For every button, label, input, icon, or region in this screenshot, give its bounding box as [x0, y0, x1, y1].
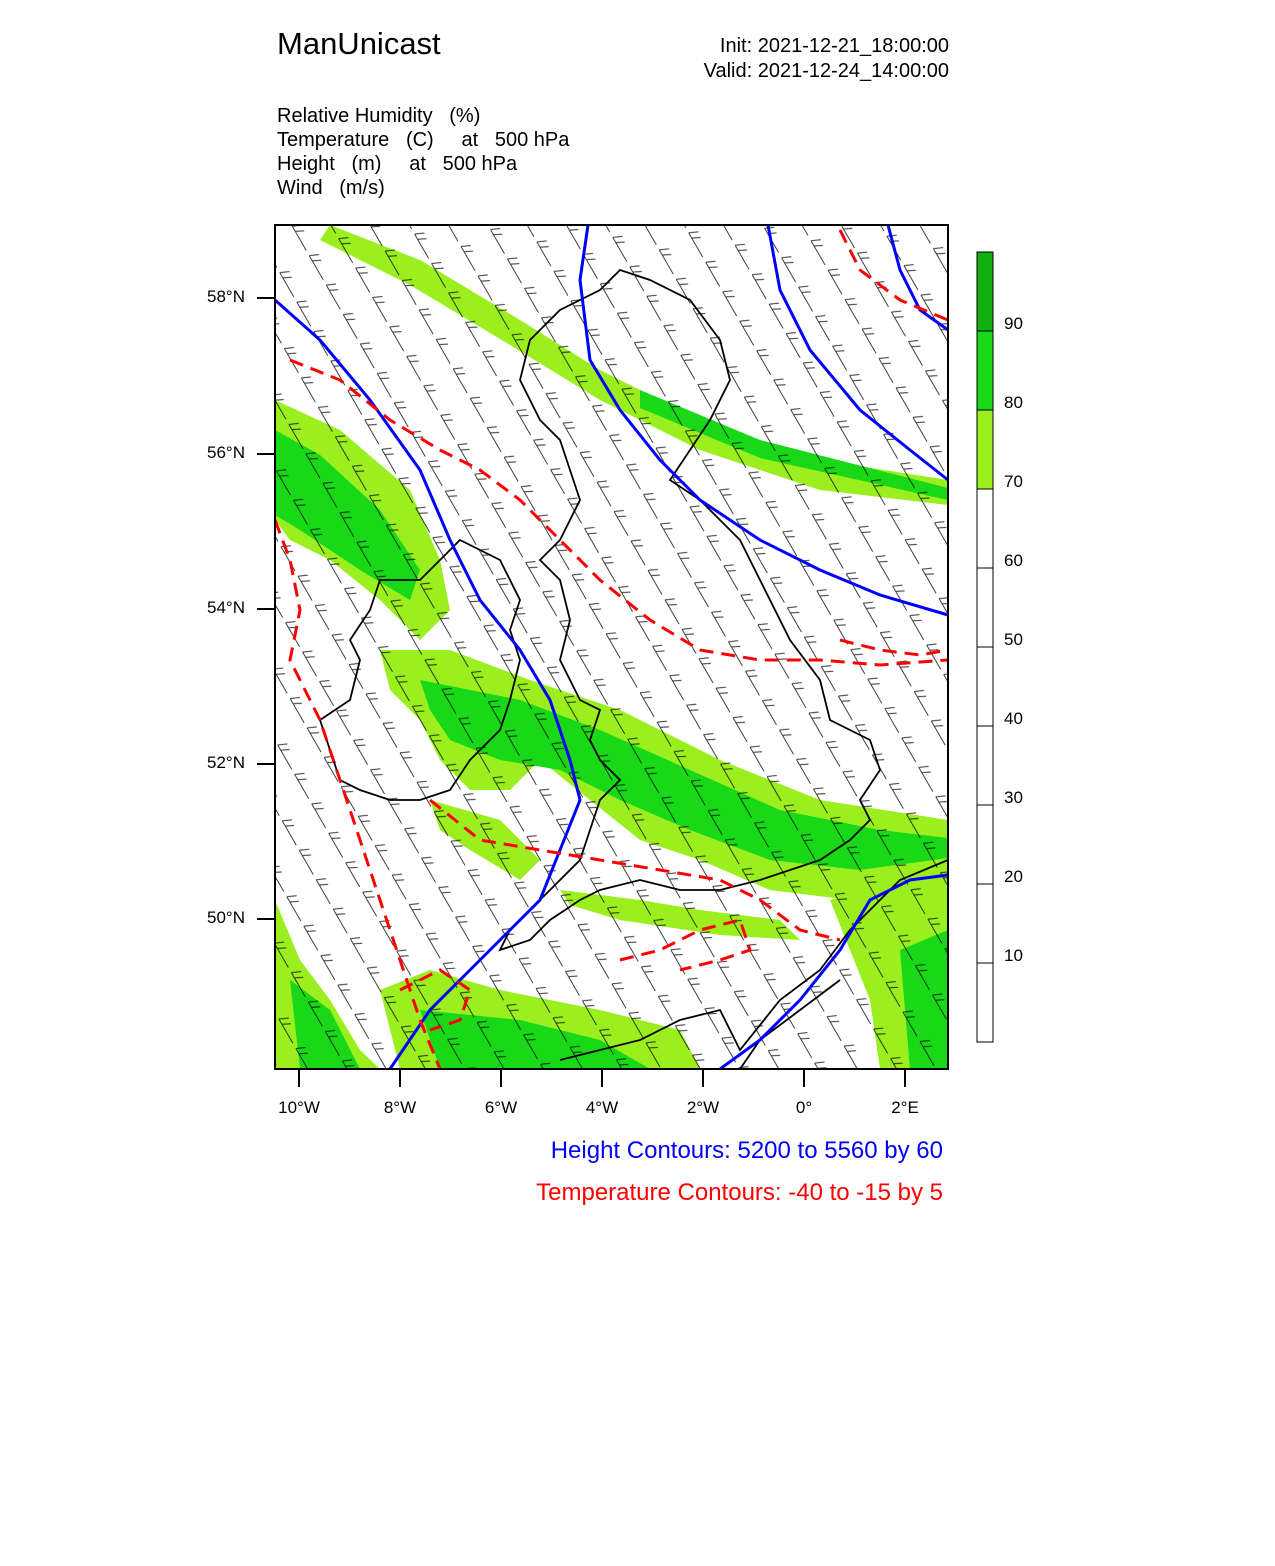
lat-label: 56°N: [207, 443, 245, 462]
lon-label: 2°W: [686, 1098, 720, 1117]
colorbar-label: 40: [1004, 709, 1023, 728]
colorbar-label: 80: [1004, 393, 1023, 412]
lon-label: 4°W: [585, 1098, 619, 1117]
lon-label: 6°W: [484, 1098, 518, 1117]
lat-label: 52°N: [207, 753, 245, 772]
colorbar-label: 30: [1004, 788, 1023, 807]
latitude-ticks: [257, 298, 275, 919]
field-temperature: Temperature (C) at 500 hPa: [277, 129, 570, 151]
map-plot-area: [275, 225, 948, 1069]
field-rh: Relative Humidity (%): [277, 105, 481, 127]
colorbar-box-10: [977, 963, 993, 1042]
colorbar-label: 10: [1004, 946, 1023, 965]
lat-label: 50°N: [207, 908, 245, 927]
valid-time: Valid: 2021-12-24_14:00:00: [703, 60, 949, 82]
chart-title: ManUnicast: [277, 26, 441, 61]
lon-label: 0°: [795, 1098, 813, 1117]
longitude-ticks: [299, 1069, 905, 1087]
colorbar-label: 20: [1004, 867, 1023, 886]
colorbar-box-90: [977, 331, 993, 410]
lat-label: 54°N: [207, 598, 245, 617]
colorbar-label: 60: [1004, 551, 1023, 570]
colorbar-box-40: [977, 726, 993, 805]
colorbar-box-70: [977, 489, 993, 568]
init-time: Init: 2021-12-21_18:00:00: [719, 35, 949, 57]
colorbar-box-30: [977, 805, 993, 884]
colorbar-box-50: [977, 647, 993, 726]
colorbar: [977, 252, 993, 1042]
lon-label: 10°W: [278, 1098, 320, 1117]
height-contour-legend: Height Contours: 5200 to 5560 by 60: [550, 1137, 943, 1164]
lat-label: 58°N: [207, 287, 245, 306]
field-height: Height (m) at 500 hPa: [277, 153, 518, 175]
wind-barbs: [275, 225, 948, 1069]
colorbar-label: 90: [1004, 314, 1023, 333]
temperature-contour-legend: Temperature Contours: -40 to -15 by 5: [536, 1179, 943, 1206]
colorbar-box-80: [977, 410, 993, 489]
colorbar-label: 70: [1004, 472, 1023, 491]
lon-label: 2°E: [891, 1098, 919, 1117]
field-wind: Wind (m/s): [277, 177, 385, 199]
lon-label: 8°W: [383, 1098, 417, 1117]
colorbar-box-20: [977, 884, 993, 963]
colorbar-box-60: [977, 568, 993, 647]
colorbar-label: 50: [1004, 630, 1023, 649]
colorbar-box-100: [977, 252, 993, 331]
